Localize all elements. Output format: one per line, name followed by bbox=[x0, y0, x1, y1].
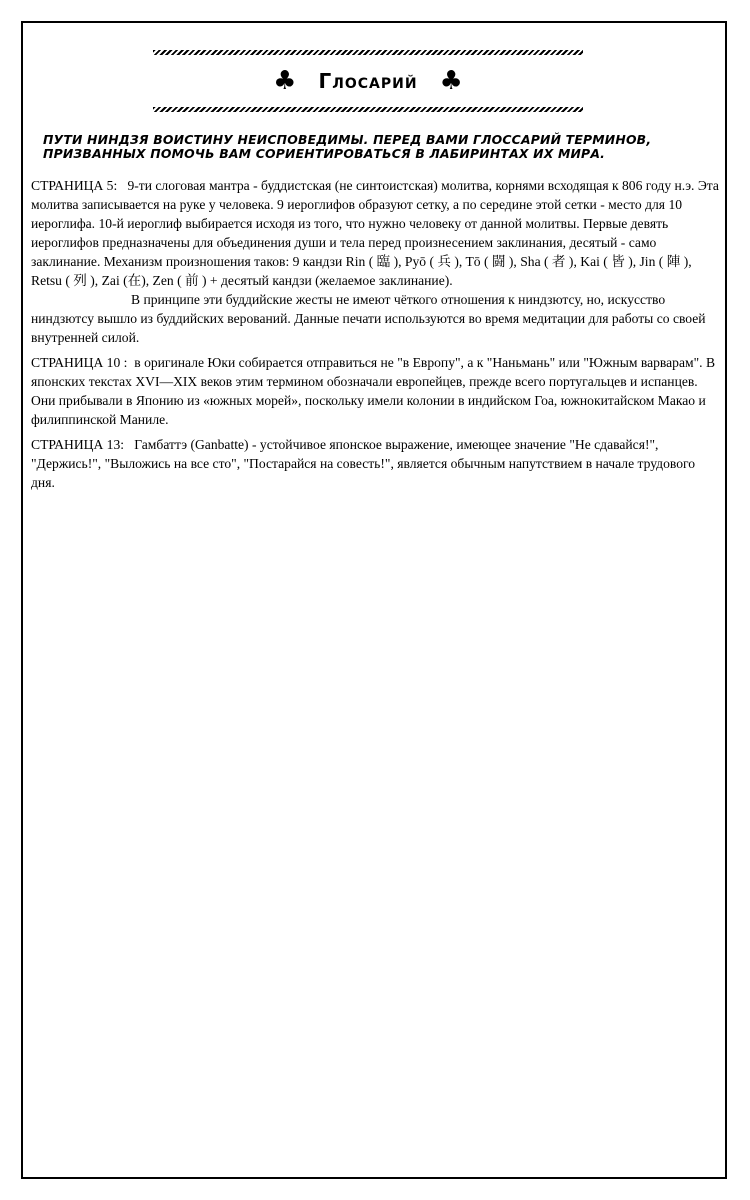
glossary-entry bbox=[31, 353, 721, 429]
intro-text: ПУТИ НИНДЗЯ ВОИСТИНУ НЕИСПОВЕДИМЫ. ПЕРЕД ВАМИ ГЛОССАРИЙ ТЕРМИНОВ, ПРИЗВАННЫХ ПОМОЧЬ ВАМ СОРИЕНТИРОВАТЬСЯ В ЛАБИРИНТАХ ИХ МИРА. bbox=[43, 132, 652, 161]
header-divider-top bbox=[153, 50, 583, 55]
entry-text: 9-ти слоговая мантра - буддистская (не синтоистская) молитва, корнями всходящая к 806 году н.э. Эта молитва записывается на руке у человека. 9 иероглифов образуют сетку, а по середине этой сетки - место для 10 иероглифа. 10-й иероглиф выбирается исходя из того, что нужно человеку от данной молитвы. Первые девять иероглифов предназначены для объединения души и тела перед произнесением заклинания, десятый - само заклинание. Механизм произношения таков: 9 кандзи Rin ( 臨 ), Pyō ( 兵 ), Tō ( 闘 ), Sha ( 者 ), Kai ( 皆 ), Jin ( 陣 ), Retsu ( 列 ), Zai (在), Zen ( 前 ) + десятый кандзи (желаемое заклинание). bbox=[31, 178, 719, 288]
entry-continuation: В принципе эти буддийские жесты не имеют чёткого отношения к ниндзютсу, но, искусство ниндзютсу вышло из буддийских верований. Данные печати используются во время медитации для работы со своей внутренней силой. bbox=[31, 292, 706, 345]
entry-text: в оригинале Юки собирается отправиться не "в Европу", а к "Наньмань" или "Южным варварам". В японских текстах XVI—XIX веков этим термином обозначали европейцев, прежде всего португальцев и испанцев. Они прибывали в Японию из «южных морей», поскольку имели колонии в индийском Гоа, южнокитайском Макао и филиппинской Маниле. bbox=[31, 355, 716, 427]
glossary-content bbox=[31, 176, 721, 498]
header-divider-bottom bbox=[153, 107, 583, 112]
header bbox=[153, 58, 583, 104]
entry-label: СТРАНИЦА 10 : bbox=[31, 355, 128, 370]
club-icon: ♣ bbox=[273, 66, 297, 96]
glossary-entry bbox=[31, 435, 721, 492]
glossary-entry bbox=[31, 176, 721, 347]
club-icon: ♣ bbox=[439, 66, 463, 96]
entry-label: СТРАНИЦА 5: bbox=[31, 178, 118, 193]
page-title: Глосарий bbox=[318, 69, 418, 93]
entry-label: СТРАНИЦА 13: bbox=[31, 437, 125, 452]
entry-text: Гамбаттэ (Ganbatte) - устойчивое японское выражение, имеющее значение "Не сдавайся!", "Держись!", "Выложись на все сто", "Постарайся на совесть!", является обычным напутствием в начале трудового дня. bbox=[31, 437, 696, 490]
